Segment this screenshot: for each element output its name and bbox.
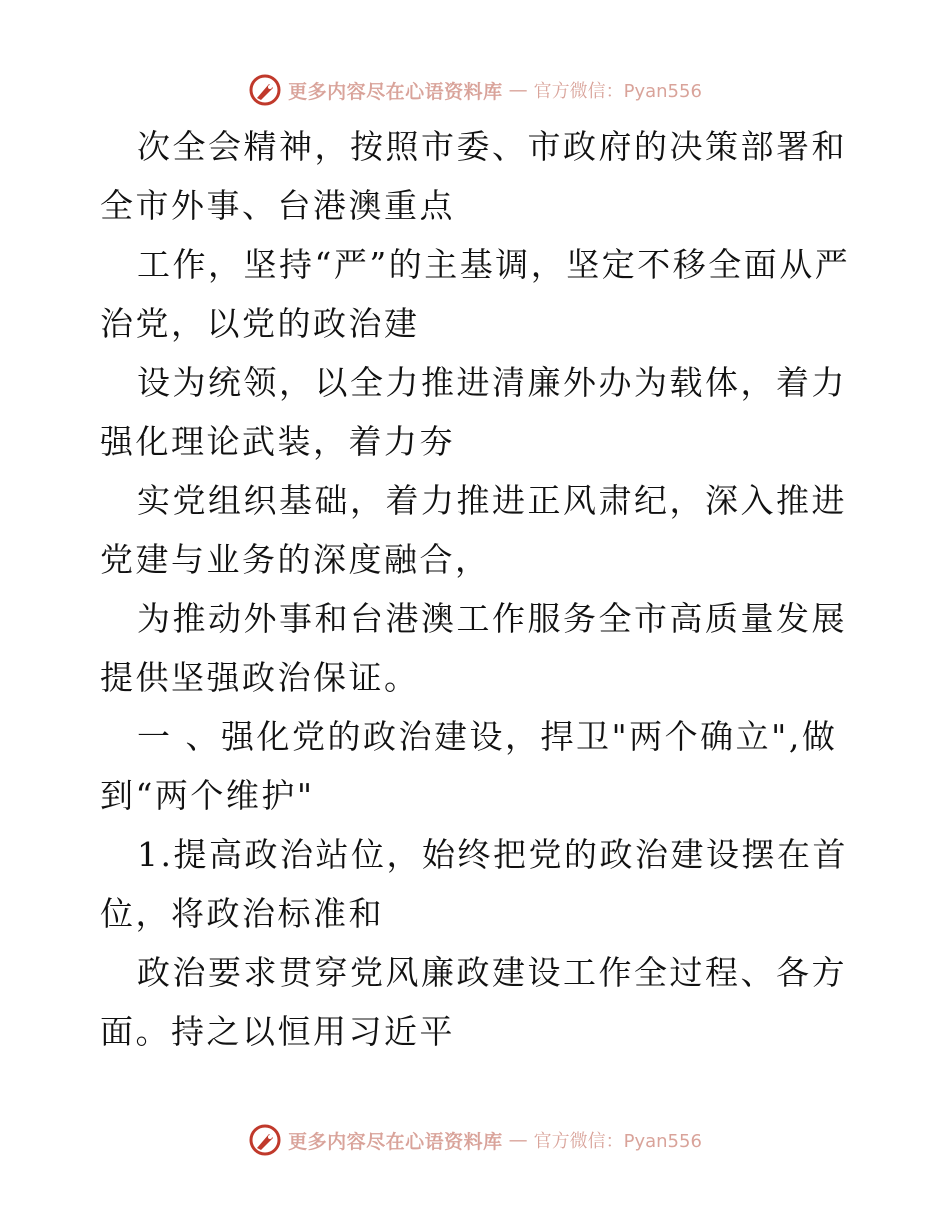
- paragraph: 工作，坚持“严”的主基调，坚定不移全面从严治党，以党的政治建: [100, 245, 851, 343]
- paragraph: 政治要求贯穿党风廉政建设工作全过程、各方面。持之以恒用习近平: [100, 953, 847, 1051]
- pen-nib-logo-icon: [248, 1123, 282, 1157]
- banner-separator: —: [508, 79, 528, 101]
- footer-watermark-banner: [0, 1120, 950, 1160]
- paragraph: 实党组织基础，着力推进正风肃纪，深入推进党建与业务的深度融合，: [100, 481, 847, 579]
- banner-separator: —: [508, 1129, 528, 1151]
- paragraph: 次全会精神，按照市委、市政府的决策部署和全市外事、台港澳重点: [100, 127, 847, 225]
- banner-brand-text: 更多内容尽在心语资料库: [288, 80, 503, 103]
- banner-brand-text: 更多内容尽在心语资料库: [288, 1130, 503, 1153]
- pen-nib-logo-icon: [248, 73, 282, 107]
- document-body: [100, 117, 860, 1061]
- paragraph: 设为统领，以全力推进清廉外办为载体，着力强化理论武装，着力夯: [100, 363, 847, 461]
- header-watermark-banner: [0, 70, 950, 110]
- paragraph: 为推动外事和台港澳工作服务全市高质量发展提供坚强政治保证。: [100, 599, 847, 697]
- section-heading: 一 、强化党的政治建设，捍卫"两个确立",做到“两个维护": [100, 717, 838, 815]
- paragraph: 1.提高政治站位，始终把党的政治建设摆在首位，将政治标准和: [100, 835, 848, 933]
- banner-wechat-text: 官方微信：Pyan556: [533, 81, 702, 102]
- banner-wechat-text: 官方微信：Pyan556: [533, 1131, 702, 1152]
